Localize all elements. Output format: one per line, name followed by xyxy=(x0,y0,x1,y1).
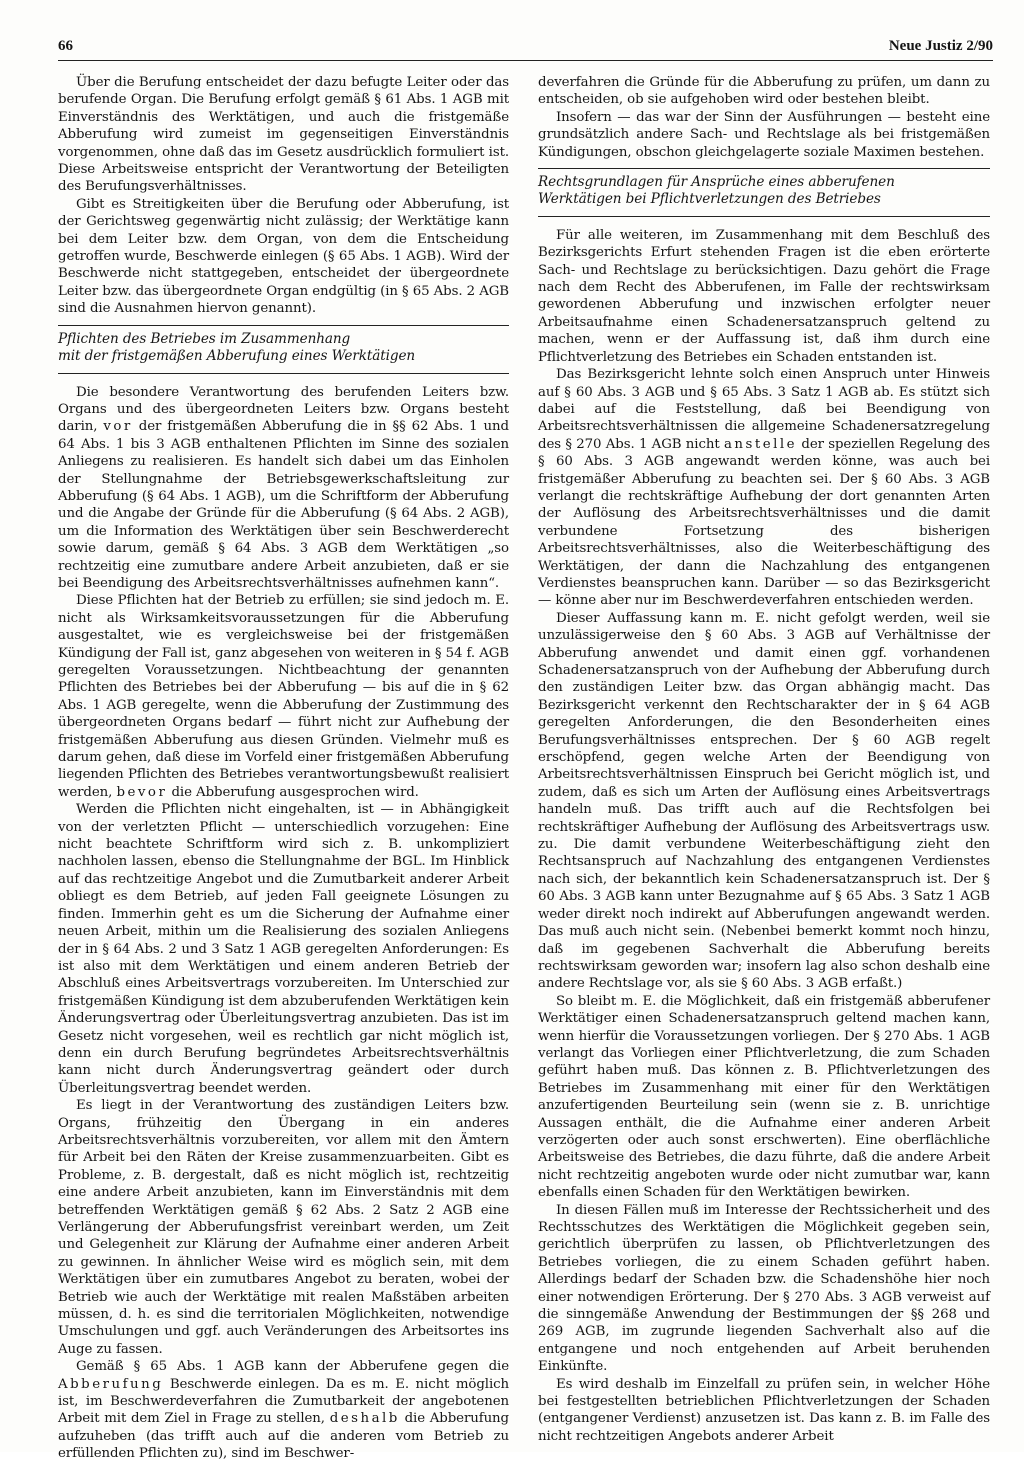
paragraph: In diesen Fällen muß im Interesse der Rechtssicherheit und des Rechtsschutzes des Werktätigen die Möglichkeit gegeben sein, gerichtlich überprüfen zu lassen, ob Pflichtverletzungen des Betriebes vorliegen, die zu einem Schaden geführt haben. Allerdings bedarf der Schaden bzw. die Schadenshöhe hier noch einer notwendigen Erörterung. Der § 270 Abs. 3 AGB verweist auf die sinngemäße Anwendung der Bestimmungen der §§ 268 und 269 AGB, im zugrunde liegenden Sachverhalt also auf die entgangene und noch entgehenden auf Arbeit beruhenden Einkünfte. xyxy=(538,1202,990,1375)
paragraph: Dieser Auffassung kann m. E. nicht gefolgt werden, weil sie unzulässigerweise den § 60 Abs. 3 AGB auf Verhältnisse der Abberufung anwendet und damit einen ggf. vorhandenen Schadenersatzanspruch von der Aufhebung der Abberufung durch den zuständigen Leiter bzw. das Organ abhängig macht. Das Bezirksgericht verkennt den Rechtscharakter der in § 64 AGB geregelten Anforderungen, die den Besonderheiten eines Berufungsverhältnisses entsprechen. Der § 60 AGB regelt erschöpfend, gegen welche Arten der Beendigung von Arbeitsrechtsverhältnissen Einspruch bei Gericht möglich ist, und zudem, daß es sich um Arten der Auflösung eines Arbeitsvertrags handeln muß. Das trifft auch auf die Rechtsfolgen bei rechtskräftiger Aufhebung der Auflösung des Arbeitsvertrags usw. zu. Die damit verbundene Weiterbeschäftigung zieht den Rechtsanspruch auf Nachzahlung des entgangenen Verdienstes nach sich, der bekanntlich kein Schadenersatzanspruch ist. Der § 60 Abs. 3 AGB kann unter Bezugnahme auf § 65 Abs. 3 Satz 1 AGB weder direkt noch indirekt auf Abberufungen angewandt werden. Das muß auch nicht sein. (Nebenbei bemerkt kommt noch hinzu, daß im gegebenen Sachverhalt die Abberufung bereits rechtswirksam geworden war; insofern lag also schon deshalb eine andere Rechtslage vor, als sie § 60 Abs. 3 AGB erfaßt.) xyxy=(538,610,990,992)
emphasis: anstelle xyxy=(723,436,798,452)
paragraph: Für alle weiteren, im Zusammenhang mit dem Beschluß des Bezirksgerichts Erfurt stehenden Fragen ist die eben erörterte Sach- und Rechtslage zu berücksichtigen. Dazu gehört die Frage nach dem Recht des Abberufenen, im Falle der rechtswirksam gewordenen Abberufung und inzwischen erfolgter neuer Arbeitsaufnahme einen Schadenersatzanspruch geltend zu machen, wenn er der Auffassung ist, daß ihm durch eine Pflichtverletzung des Betriebes ein Schaden entstanden ist. xyxy=(538,227,990,365)
paragraph: Es liegt in der Verantwortung des zuständigen Leiters bzw. Organs, frühzeitig den Übergang in ein anderes Arbeitsrechtsverhältnis vorzubereiten, vor allem mit den Ämtern für Arbeit bei den Räten der Kreise zusammenzuarbeiten. Gibt es Probleme, z. B. dergestalt, daß es nicht möglich ist, rechtzeitig eine andere Arbeit anzubieten, kann im Einverständnis mit dem betreffenden Werktätigen gemäß § 62 Abs. 2 Satz 2 AGB eine Verlängerung der Abberufungsfrist vereinbart werden, um Zeit und Gelegenheit zur Klärung der Aufnahme einer anderen Arbeit zu gewinnen. In ähnlicher Weise wird es möglich sein, mit dem Werktätigen über ein zumutbares Angebot zu beraten, wobei der Betrieb wie auch der Werktätige mit realen Maßstäben arbeiten müssen, d. h. es sind die territorialen Möglichkeiten, notwendige Umschulungen und ggf. auch Veränderungen des Arbeitsortes ins Auge zu fassen. xyxy=(58,1098,509,1357)
paragraph: So bleibt m. E. die Möglichkeit, daß ein fristgemäß abberufener Werktätiger einen Schadenersatzanspruch geltend machen kann, wenn hierfür die Voraussetzungen vorliegen. Der § 270 Abs. 1 AGB verlangt das Vorliegen einer Pflichtverletzung, die zum Schaden geführt haben muß. Das können z. B. Pflichtverletzungen des Betriebes im Zusammenhang mit einer für den Werktätigen anzufertigenden Beurteilung sein (wenn sie z. B. unrichtige Aussagen enthält, die die Aufnahme einer anderen Arbeit verzögerten oder auch sonst erschwerten). Eine oberflächliche Arbeitsweise des Betriebes, die dazu führte, daß die andere Arbeit nicht rechtzeitig angeboten wurde oder nicht zumutbar war, kann ebenfalls einen Schaden für den Werktätigen bewirken. xyxy=(538,993,990,1201)
paragraph: Über die Berufung entscheidet der dazu befugte Leiter oder das berufende Organ. Die Berufung erfolgt gemäß § 61 Abs. 1 AGB mit Einverständnis des Werktätigen, und auch die fristgemäße Abberufung wird zumeist im gegenseitigen Einverständnis vorgenommen, ohne daß das im Gesetz ausdrücklich formuliert ist. Diese Arbeitsweise entspricht der Verantwortung der Beteiligten des Berufungsverhältnisses. xyxy=(58,75,509,195)
paragraph: Gibt es Streitigkeiten über die Berufung oder Abberufung, ist der Gerichtsweg gegenwärtig nicht zulässig; der Werktätige kann bei dem Leiter bzw. dem Organ, von dem die Entscheidung getroffen wurde, Beschwerde einlegen (§ 65 Abs. 1 AGB). Wird der Beschwerde nicht stattgegeben, entscheidet der übergeordnete Leiter bzw. das übergeordnete Organ endgültig (in § 65 Abs. 2 AGB sind die Ausnahmen hiervon genannt). xyxy=(58,196,509,317)
text-run: Beschwerde einlegen. Da es m. E. nicht möglich ist, im Beschwerdeverfahren die Zumutbarkeit der angebotenen Arbeit mit dem Ziel in Frage zu stellen, xyxy=(58,1376,509,1427)
journal-title: Neue Justiz 2/90 xyxy=(888,38,993,54)
right-column xyxy=(538,74,990,1444)
paragraph xyxy=(58,592,509,801)
heading-line: Rechtsgrundlagen für Ansprüche eines abberufenen xyxy=(538,174,895,191)
emphasis: Abberufung xyxy=(58,1376,164,1392)
heading-line: Pflichten des Betriebes im Zusammenhang xyxy=(58,330,351,347)
paragraph: Werden die Pflichten nicht eingehalten, ist — in Abhängigkeit von der verletzten Pflicht — unterschiedlich vorzugehen: Eine nicht beachtete Schriftform wird sich z. B. unkompliziert nachholen lassen, ebenso die Stellungnahme der BGL. Im Hinblick auf das rechtzeitige Angebot und die Zumutbarkeit anderer Arbeit obliegt es dem Betrieb, auf jeden Fall geeignete Lösungen zu finden. Immerhin geht es um die Sicherung der Aufnahme einer neuen Arbeit, mithin um die Realisierung des sozialen Anliegens der in § 64 Abs. 2 und 3 Satz 1 AGB geregelten Anforderungen: Es ist also mit dem Werktätigen und einem anderen Betrieb der Abschluß eines Arbeitsvertrags vorzubereiten. Im Unterschied zur fristgemäßen Kündigung ist dem abzuberufenden Werktätigen kein Änderungsvertrag oder Überleitungsvertrag anzubieten. Das ist im Gesetz nicht vorgesehen, weil es rechtlich gar nicht möglich ist, denn ein durch Berufung begründetes Arbeitsrechtsverhältnis kann nicht durch Änderungsvertrag geändert oder durch Überleitungsvertrag beendet werden. xyxy=(58,802,509,1096)
text-run: Diese Pflichten hat der Betrieb zu erfüllen; sie sind jedoch m. E. nicht als Wirksamkeitsvoraussetzungen für die Abberufung ausgestaltet, wie es vergleichsweise bei der fristgemäßen Kündigung der Fall ist, ganz abgesehen von weiteren in § 54 f. AGB geregelten Voraussetzungen. Nichtbeachtung der genannten Pflichten des Betriebes bei der Abberufung — bis auf die in § 62 Abs. 1 AGB geregelte, wenn die Abberufung der Zustimmung des übergeordneten Organs bedarf — führt nicht zur Aufhebung der fristgemäßen Abberufung aus diesen Gründen. Vielmehr muß es darum gehen, daß diese im Vorfeld einer fristgemäßen Abberufung liegenden Pflichten des Betriebes verantwortungsbewußt realisiert werden, xyxy=(58,593,509,800)
paragraph xyxy=(58,1358,509,1462)
heading-line: Werktätigen bei Pflichtverletzungen des Betriebes xyxy=(538,191,881,208)
section-heading xyxy=(58,325,509,374)
left-column xyxy=(58,74,509,1462)
text-run: Die besondere Verantwortung des berufenden Leiters bzw. Organs und des übergeordneten Leiters bzw. Organs besteht darin, xyxy=(58,384,509,435)
paragraph xyxy=(58,384,509,593)
text-run: der fristgemäßen Abberufung die in §§ 62 Abs. 1 und 64 Abs. 1 bis 3 AGB enthaltenen Pflichten im Sinne des sozialen Anliegens zu realisieren. Es handelt sich dabei um das Einholen der Stellungnahme der Betriebsgewerkschaftsleitung zur Abberufung (§ 64 Abs. 1 AGB), um die Schriftform der Abberufung und die Angabe der Gründe für die Abberufung (§ 64 Abs. 2 AGB), um die Information des Werktätigen über sein Beschwerderecht sowie darum, gemäß § 64 Abs. 3 AGB dem Werktätigen „so rechtzeitig eine zumutbare andere Arbeit anzubieten, daß er sie bei Beendigung des Arbeitsrechtsverhältnisses aufnehmen kann“. xyxy=(58,419,509,591)
heading-line: mit der fristgemäßen Abberufung eines Werktätigen xyxy=(58,348,416,365)
paragraph: Insofern — das war der Sinn der Ausführungen — besteht eine grundsätzlich andere Sach- und Rechtslage als bei fristgemäßen Kündigungen, obschon gleichgelagerte soziale Maximen bestehen. xyxy=(538,109,990,160)
emphasis: deshalb xyxy=(329,1411,400,1427)
text-run: Gemäß § 65 Abs. 1 AGB kann der Abberufene gegen die xyxy=(76,1359,509,1375)
text-run: die Abberufung aufzuheben (das trifft auch auf die anderen vom Betrieb zu erfüllenden Pflichten zu), sind im Beschwer- xyxy=(58,1411,509,1462)
emphasis: bevor xyxy=(116,784,168,800)
paragraph: deverfahren die Gründe für die Abberufung zu prüfen, um dann zu entscheiden, ob sie aufgehoben wird oder bestehen bleibt. xyxy=(538,75,990,108)
page-number: 66 xyxy=(58,38,73,54)
paragraph: Es wird deshalb im Einzelfall zu prüfen sein, in welcher Höhe bei festgestellten betrieblichen Pflichtverletzungen der Schaden (entgangener Verdienst) anzusetzen ist. Das kann z. B. im Falle des nicht rechtzeitigen Angebots anderer Arbeit xyxy=(538,1376,990,1444)
emphasis: vor xyxy=(103,419,133,435)
running-head xyxy=(58,38,993,61)
text-run: Das Bezirksgericht lehnte solch einen Anspruch unter Hinweis auf § 60 Abs. 3 AGB und § 65 Abs. 3 Satz 1 AGB ab. Es stützt sich dabei auf die Feststellung, daß bei Beendigung von Arbeitsrechtsverhältnissen die allgemeine Schadenersatzregelung des § 270 Abs. 1 AGB nicht xyxy=(538,367,990,452)
paragraph xyxy=(538,366,990,610)
text-run: der speziellen Regelung des § 60 Abs. 3 AGB angewandt werden könne, was auch bei fristgemäßer Abberufung zu beachten sei. Der § 60 Abs. 3 AGB verlangt die rechtskräftige Aufhebung der dort genannten Arten der Auflösung des Arbeitsrechtsverhältnisses und die damit verbundene Fortsetzung des bisherigen Arbeitsrechtsverhältnisses, also die Weiterbeschäftigung des Werktätigen, der dann die Nachzahlung des entgangenen Verdienstes beanspruchen kann. Darüber — so das Bezirksgericht — könne aber nur im Beschwerdeverfahren entschieden werden. xyxy=(538,436,990,609)
section-heading xyxy=(538,168,990,217)
text-run: die Abberufung ausgesprochen wird. xyxy=(171,784,419,800)
